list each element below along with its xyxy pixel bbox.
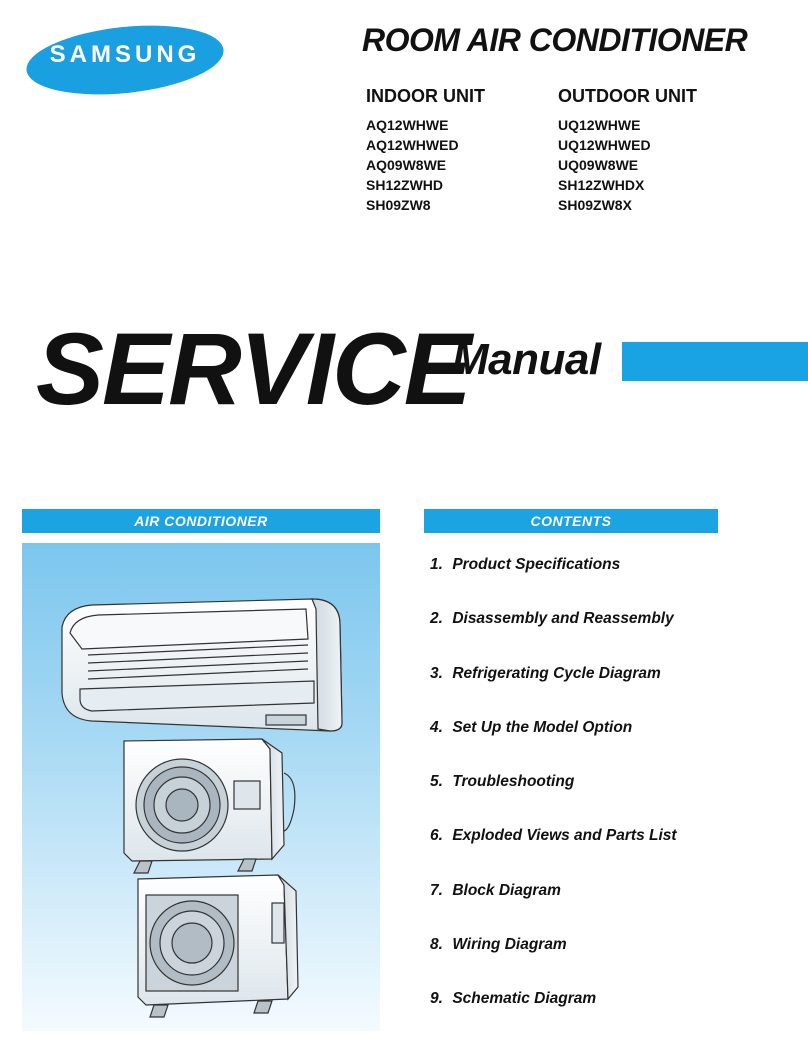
contents-item-label: Refrigerating Cycle Diagram [452,664,661,682]
contents-item-label: Exploded Views and Parts List [452,827,677,845]
indoor-unit-drawing [62,599,342,731]
contents-item-number: 2. [430,610,443,628]
contents-item-label: Schematic Diagram [452,990,597,1008]
service-heading: SERVICE [36,312,470,426]
contents-item[interactable] [430,936,800,990]
indoor-model: SH09ZW8 [366,197,431,213]
outdoor-model: SH09ZW8X [558,197,632,213]
outdoor-model: UQ12WHWED [558,137,651,153]
indoor-unit-column [366,86,566,215]
air-conditioner-header: AIR CONDITIONER [22,509,380,533]
air-conditioner-drawing [22,543,380,1031]
contents-item-number: 7. [430,881,443,899]
contents-item[interactable] [430,610,800,664]
document-title: ROOM AIR CONDITIONER [362,22,748,58]
samsung-logo-text: SAMSUNG [49,41,201,68]
contents-item[interactable] [430,665,800,719]
accent-bar [622,342,808,381]
contents-item-label: Product Specifications [452,556,621,573]
contents-item-number: 3. [430,664,443,682]
contents-item-number: 1. [430,556,443,573]
contents-item-label: Troubleshooting [452,773,575,791]
indoor-unit-heading: INDOOR UNIT [366,86,485,106]
contents-item-number: 8. [430,936,443,954]
contents-header: CONTENTS [424,509,718,533]
outdoor-unit-heading: OUTDOOR UNIT [558,86,697,106]
contents-item-label: Wiring Diagram [452,936,567,954]
outdoor-model: UQ09W8WE [558,157,639,173]
manual-heading: Manual [452,335,601,384]
contents-item-label: Set Up the Model Option [452,718,633,736]
contents-item[interactable] [430,773,800,827]
contents-list [430,556,800,1045]
contents-item-label: Disassembly and Reassembly [452,610,674,628]
indoor-model: AQ09W8WE [366,157,447,173]
contents-item[interactable] [430,719,800,773]
outdoor-unit-column [558,86,758,215]
contents-item[interactable] [430,827,800,881]
contents-item-label: Block Diagram [452,881,561,899]
contents-item-number: 5. [430,773,443,791]
indoor-model: SH12ZWHD [366,177,444,193]
indoor-model: AQ12WHWED [366,137,459,153]
outdoor-model: SH12ZWHDX [558,177,645,193]
contents-item[interactable] [430,556,800,610]
contents-item[interactable] [430,990,800,1044]
contents-item-number: 4. [430,718,443,736]
outdoor-model: UQ12WHWE [558,117,641,133]
contents-item-number: 9. [430,990,443,1008]
outdoor-unit-drawing [124,739,295,873]
air-conditioner-illustration [22,543,380,1031]
indoor-model: AQ12WHWE [366,117,449,133]
contents-item[interactable] [430,882,800,936]
outdoor-unit-drawing [138,875,298,1017]
contents-item-number: 6. [430,827,443,845]
